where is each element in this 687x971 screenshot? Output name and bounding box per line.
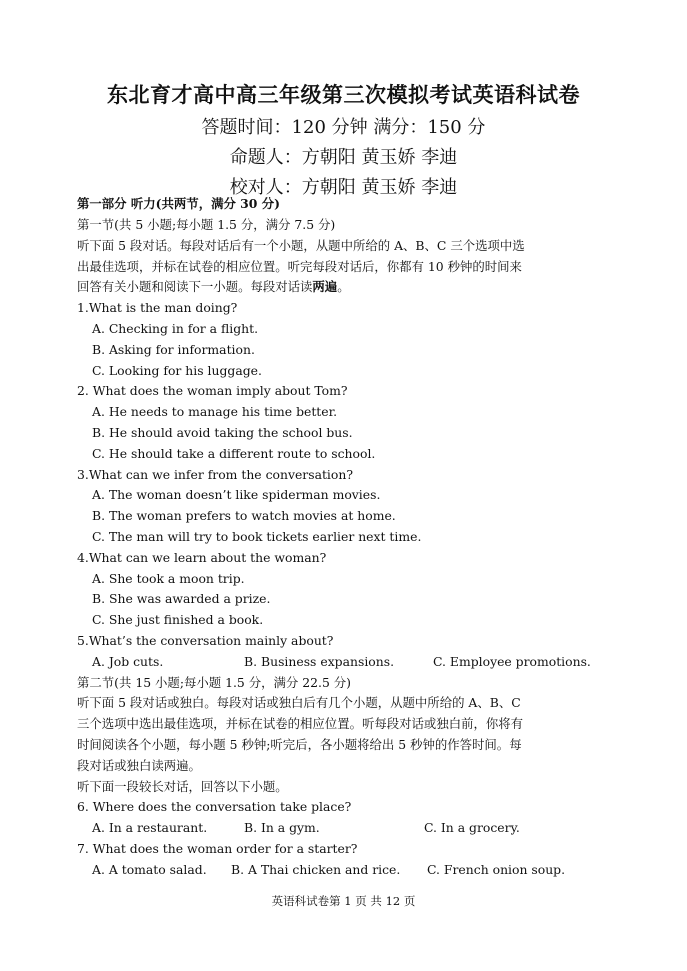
part1-title: 第一部分 听力(共两节，满分 30 分) (77, 196, 280, 211)
q5-option-a: A. Job cuts. (92, 654, 164, 669)
instruction-period: 。 (337, 279, 350, 294)
section2-instruction-4: 段对话或独白读两遍。 (77, 758, 201, 773)
section2-title: 第二节(共 15 小题;每小题 1.5 分，满分 22.5 分) (77, 675, 352, 690)
q1-option-b: B. Asking for information. (92, 342, 255, 357)
q5-stem: 5.What’s the conversation mainly about? (77, 633, 334, 648)
authors-line: 命题人：方朝阳 黄玉娇 李迪 (229, 147, 458, 168)
section2-instruction-3: 时间阅读各个小题，每小题 5 秒钟;听完后，各小题将给出 5 秒钟的作答时间。每 (77, 737, 522, 752)
section1-instruction-3 (77, 279, 350, 295)
q6-option-c: C. In a grocery. (424, 820, 520, 835)
q2-stem: 2. What does the woman imply about Tom? (77, 383, 348, 398)
exam-title: 东北育才高中高三年级第三次模拟考试英语科试卷 (107, 82, 580, 107)
q2-option-c: C. He should take a different route to school. (92, 446, 376, 461)
section1-instruction-2: 出最佳选项，并标在试卷的相应位置。听完每段对话后，你都有 10 秒钟的时间来 (77, 259, 522, 274)
q7-option-c: C. French onion soup. (427, 862, 566, 877)
section1-title: 第一节(共 5 小题;每小题 1.5 分，满分 7.5 分) (77, 217, 336, 232)
q6-stem: 6. Where does the conversation take place? (77, 799, 352, 814)
section2-lead: 听下面一段较长对话，回答以下小题。 (77, 779, 288, 794)
q3-option-c: C. The man will try to book tickets earlier next time. (92, 529, 422, 544)
q4-option-a: A. She took a moon trip. (92, 571, 245, 586)
q1-option-a: A. Checking in for a flight. (92, 321, 259, 336)
q7-stem: 7. What does the woman order for a starter? (77, 841, 358, 856)
q1-stem: 1.What is the man doing? (77, 300, 238, 315)
q7-option-a: A. A tomato salad. (92, 862, 207, 877)
q3-stem: 3.What can we infer from the conversation? (77, 467, 353, 482)
instruction-emphasis: 两遍 (312, 279, 338, 294)
time-score-line: 答题时间：120 分钟 满分：150 分 (201, 117, 486, 138)
q2-option-a: A. He needs to manage his time better. (92, 404, 338, 419)
q4-option-c: C. She just finished a book. (92, 612, 264, 627)
q5-option-c: C. Employee promotions. (433, 654, 591, 669)
q6-option-a: A. In a restaurant. (92, 820, 208, 835)
section2-instruction-1: 听下面 5 段对话或独白。每段对话或独白后有几个小题，从题中所给的 A、B、C (77, 695, 521, 710)
q6-option-b: B. In a gym. (244, 820, 320, 835)
q5-option-b: B. Business expansions. (244, 654, 395, 669)
q7-option-b: B. A Thai chicken and rice. (231, 862, 401, 877)
q4-stem: 4.What can we learn about the woman? (77, 550, 327, 565)
q4-option-b: B. She was awarded a prize. (92, 591, 271, 606)
section2-instruction-2: 三个选项中选出最佳选项，并标在试卷的相应位置。听每段对话或独白前，你将有 (77, 716, 524, 731)
instruction-text: 回答有关小题和阅读下一小题。每段对话读 (77, 279, 313, 294)
q1-option-c: C. Looking for his luggage. (92, 363, 262, 378)
page-footer: 英语科试卷第 1 页 共 12 页 (271, 894, 416, 908)
section1-instruction-1: 听下面 5 段对话。每段对话后有一个小题，从题中所给的 A、B、C 三个选项中选 (77, 238, 525, 253)
q3-option-a: A. The woman doesn’t like spiderman movies. (92, 487, 381, 502)
q2-option-b: B. He should avoid taking the school bus. (92, 425, 353, 440)
q3-option-b: B. The woman prefers to watch movies at home. (92, 508, 396, 523)
proofreaders-line: 校对人：方朝阳 黄玉娇 李迪 (229, 177, 458, 198)
